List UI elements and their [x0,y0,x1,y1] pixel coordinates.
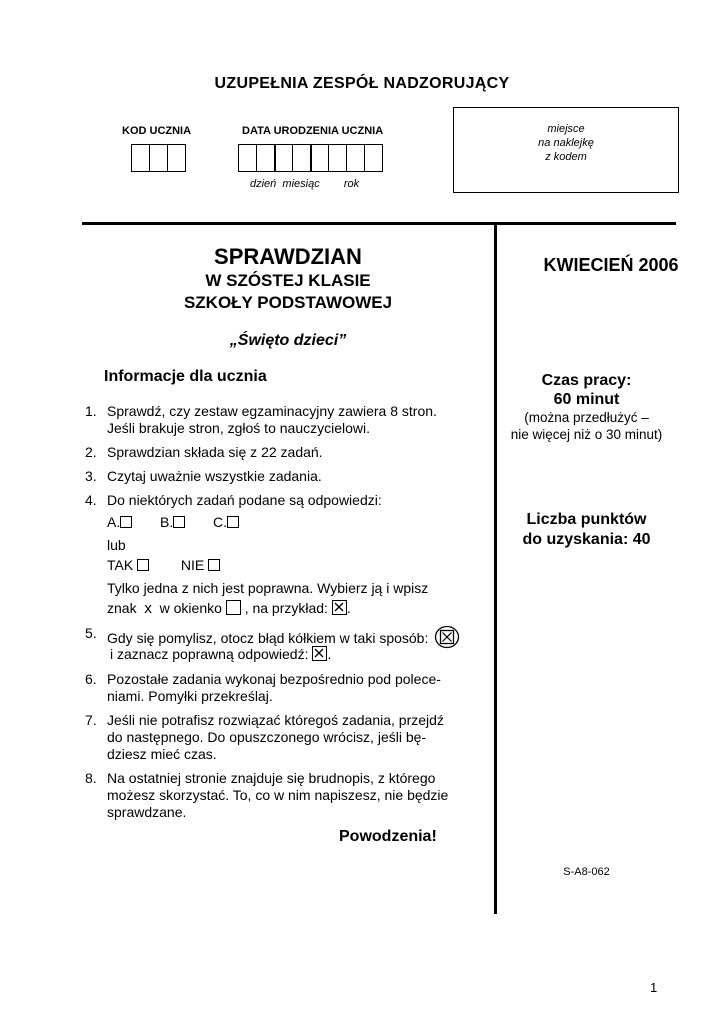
date-box[interactable] [292,144,311,172]
time-label: Czas pracy: [541,372,632,389]
header-title: UZUPEŁNIA ZESPÓŁ NADZORUJĄCY [214,75,510,92]
checkbox-a[interactable] [120,516,132,528]
or-label: lub [107,537,126,553]
exam-subtitle-2: SZKOŁY PODSTAWOWEJ [183,293,393,312]
points-label: Liczba punktów [526,511,647,528]
horizontal-divider [82,222,676,225]
instruction-4-example: znak x w okienko , na przykład: . [107,600,351,617]
date-box[interactable] [364,144,383,172]
circled-mistake-icon [434,625,460,653]
month-hint: miesiąc [282,178,320,190]
date-box[interactable] [310,144,329,172]
checkbox-yes[interactable] [137,559,149,571]
page-number: 1 [650,980,658,995]
answer-options-example: A. B. C. [107,514,239,531]
checked-box-icon [312,646,327,661]
date-box[interactable] [274,144,293,172]
student-code-label: KOD UCZNIA [122,125,192,137]
time-note-2: nie więcej niż o 30 minut) [510,427,663,442]
exam-theme: „Święto dzieci” [229,332,347,349]
exam-subtitle-1: W SZÓSTEJ KLASIE [205,271,371,290]
checked-box-icon [332,600,347,615]
code-box[interactable] [167,144,186,172]
birth-date-label: DATA URODZENIA UCZNIA [242,125,384,137]
date-hint [250,178,359,190]
date-box[interactable] [238,144,257,172]
info-heading: Informacje dla ucznia [104,368,267,385]
exam-code: S-A8-062 [563,866,610,878]
time-value: 60 minut [553,391,620,408]
time-note-1: (można przedłużyć – [524,410,649,425]
vertical-divider [494,222,497,914]
exam-date: KWIECIEŃ 2006 [543,255,679,275]
date-box[interactable] [346,144,365,172]
code-box[interactable] [149,144,168,172]
good-luck-text: Powodzenia! [339,828,437,845]
exam-title: SPRAWDZIAN [214,244,362,269]
yes-no-example: TAK NIE [107,557,220,574]
student-code-field[interactable] [132,144,186,172]
instruction-5-note: i zaznacz poprawną odpowiedź: . [110,646,332,662]
empty-box-icon [226,600,241,615]
points-value: do uzyskania: 40 [522,531,651,548]
instruction-4-note: Tylko jedna z nich jest poprawna. Wybierz ją i wpisz [107,580,429,596]
checkbox-c[interactable] [227,516,239,528]
date-box[interactable] [328,144,347,172]
code-box[interactable] [131,144,150,172]
sticker-label: miejsce na naklejkę z kodem [538,123,594,163]
date-box[interactable] [256,144,275,172]
checkbox-b[interactable] [173,516,185,528]
checkbox-no[interactable] [208,559,220,571]
birth-date-field[interactable] [239,144,383,172]
year-hint: rok [343,178,360,190]
day-hint: dzień [250,178,277,190]
